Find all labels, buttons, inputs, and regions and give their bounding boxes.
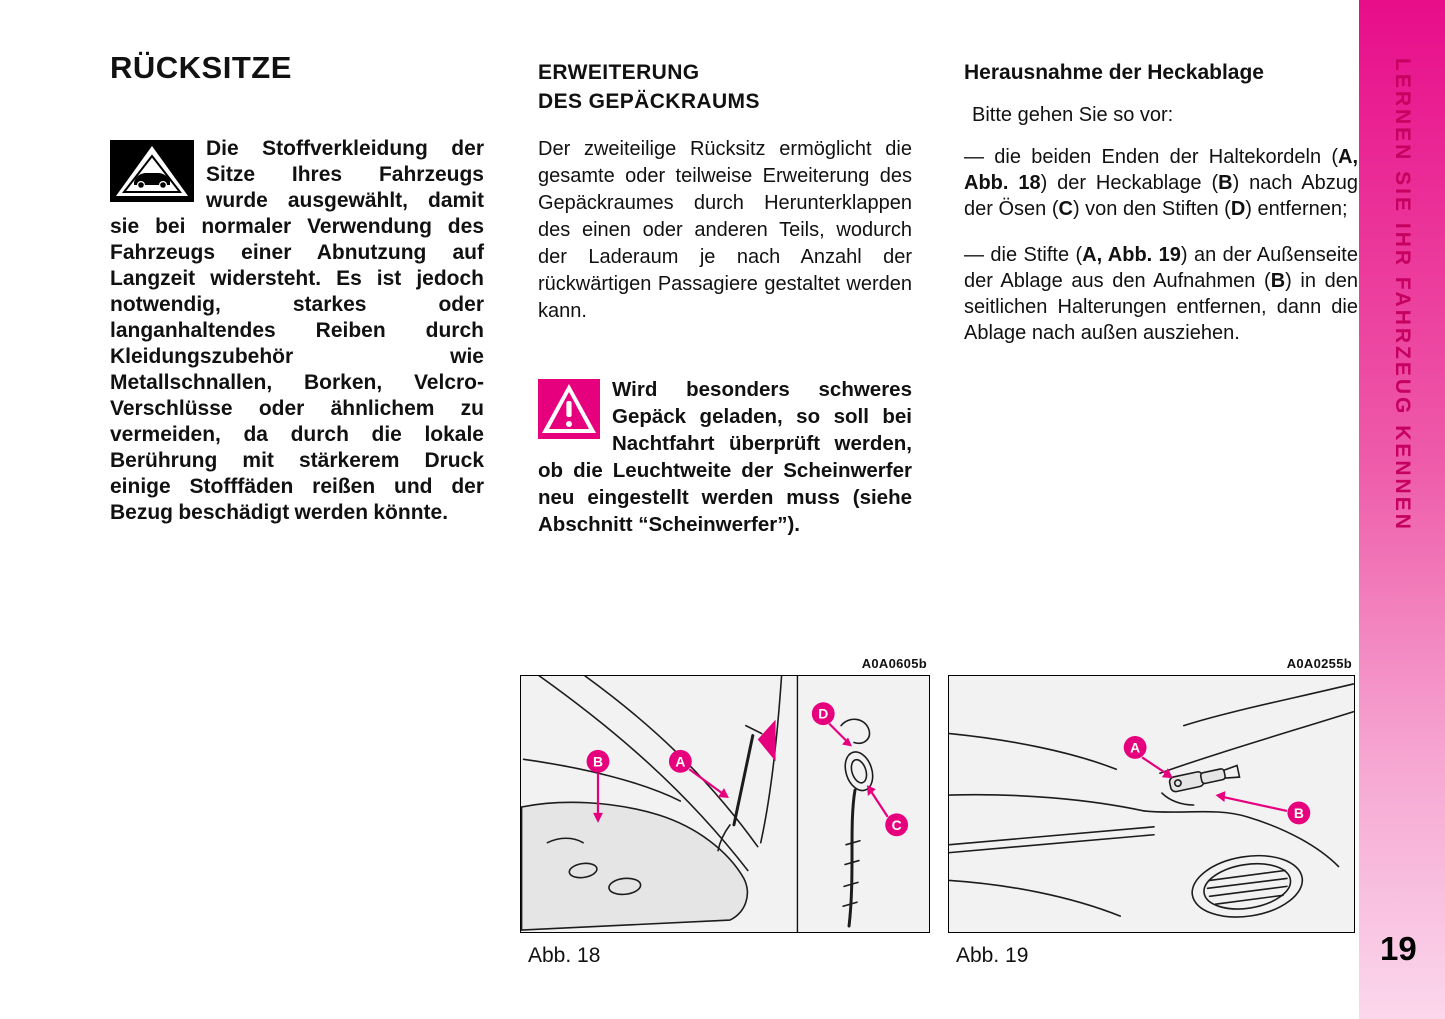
headlight-warning-paragraph <box>538 376 912 538</box>
seat-fabric-warning-paragraph <box>110 136 484 526</box>
shelf-removal-step-1: — die beiden Enden der Haltekordeln (A, Abb. 18) der Heckablage (B) nach Abzug der Ösen (C) von den Stiften (D) entfernen; <box>964 146 1358 220</box>
right-column <box>964 60 1358 366</box>
section-heading-luggage: ERWEITERUNG DES GEPÄCKRAUMS <box>538 61 760 113</box>
figure-18-illustration <box>521 676 929 932</box>
svg-text:D: D <box>818 705 829 722</box>
car-warning-icon <box>110 140 194 202</box>
svg-text:A: A <box>1130 739 1141 756</box>
headlight-warning-text: Wird besonders schweres Gepäck geladen, so soll bei Nachtfahrt überprüft werden, ob die Leuchtweite der Scheinwerfer neu eingestellt werden muss (siehe Abschnitt “Scheinwerfer”). <box>538 378 912 536</box>
chapter-side-band <box>1359 0 1445 1019</box>
figure-18-caption: Abb. 18 <box>528 944 601 967</box>
figure-19-caption: Abb. 19 <box>956 944 1029 967</box>
exclamation-warning-icon <box>538 379 600 439</box>
figure-abb-18 <box>520 656 930 967</box>
svg-text:A: A <box>675 753 686 770</box>
left-column <box>110 50 484 526</box>
figure-18-code: A0A0605b <box>861 656 927 671</box>
figure-19-label-a <box>1124 736 1147 759</box>
shelf-removal-intro: Bitte gehen Sie so vor: <box>972 104 1174 126</box>
figure-18-label-c <box>885 813 908 836</box>
figure-18-label-a <box>669 750 692 773</box>
figure-18-label-d <box>812 702 835 725</box>
shelf-removal-step-2: — die Stifte (A, Abb. 19) an der Außenseite der Ablage aus den Aufnahmen (B) in den seitlichen Halterungen entfernen, dann die Ablage nach außen ausziehen. <box>964 244 1358 344</box>
figure-18-label-b <box>587 750 610 773</box>
svg-text:B: B <box>592 753 604 770</box>
page-number: 19 <box>1380 930 1417 967</box>
middle-column <box>538 58 912 325</box>
svg-text:B: B <box>1293 804 1304 821</box>
figure-abb-19 <box>948 656 1355 967</box>
seat-fabric-warning-text: Die Stoffverkleidung der Sitze Ihres Fahrzeugs wurde ausgewählt, damit sie bei normaler Verwendung des Fahrzeugs einer Abnutzung auf Langzeit widersteht. Es ist jedoch notwendig, starkes oder langanhaltendes Reiben durch Kleidungszubehör wie Metallschnallen, Borken, Velcro-Verschlüsse oder ähnlichem zu vermeiden, da durch die lokale Berührung mit stärkerem Druck einige Stofffäden reißen und der Bezug beschädigt werden könnte. <box>110 137 484 524</box>
luggage-paragraph: Der zweiteilige Rücksitz ermöglicht die gesamte oder teilweise Erweiterung des Gepäckraumes durch Herunterklappen des einen oder anderen Teils, wodurch der Laderaum je nach Anzahl der rückwärtigen Passagiere gestaltet werden kann. <box>538 138 912 322</box>
figure-19-label-b <box>1287 802 1310 825</box>
section-heading-shelf-removal: Herausnahme der Heckablage <box>964 61 1264 84</box>
svg-text:C: C <box>891 816 902 833</box>
headlight-warning-block <box>538 376 912 538</box>
page-title: RÜCKSITZE <box>110 50 292 85</box>
chapter-side-label: LERNEN SIE IHR FAHRZEUG KENNEN <box>1391 58 1414 532</box>
figure-19-code: A0A0255b <box>1286 656 1352 671</box>
figure-19-illustration <box>949 676 1354 932</box>
